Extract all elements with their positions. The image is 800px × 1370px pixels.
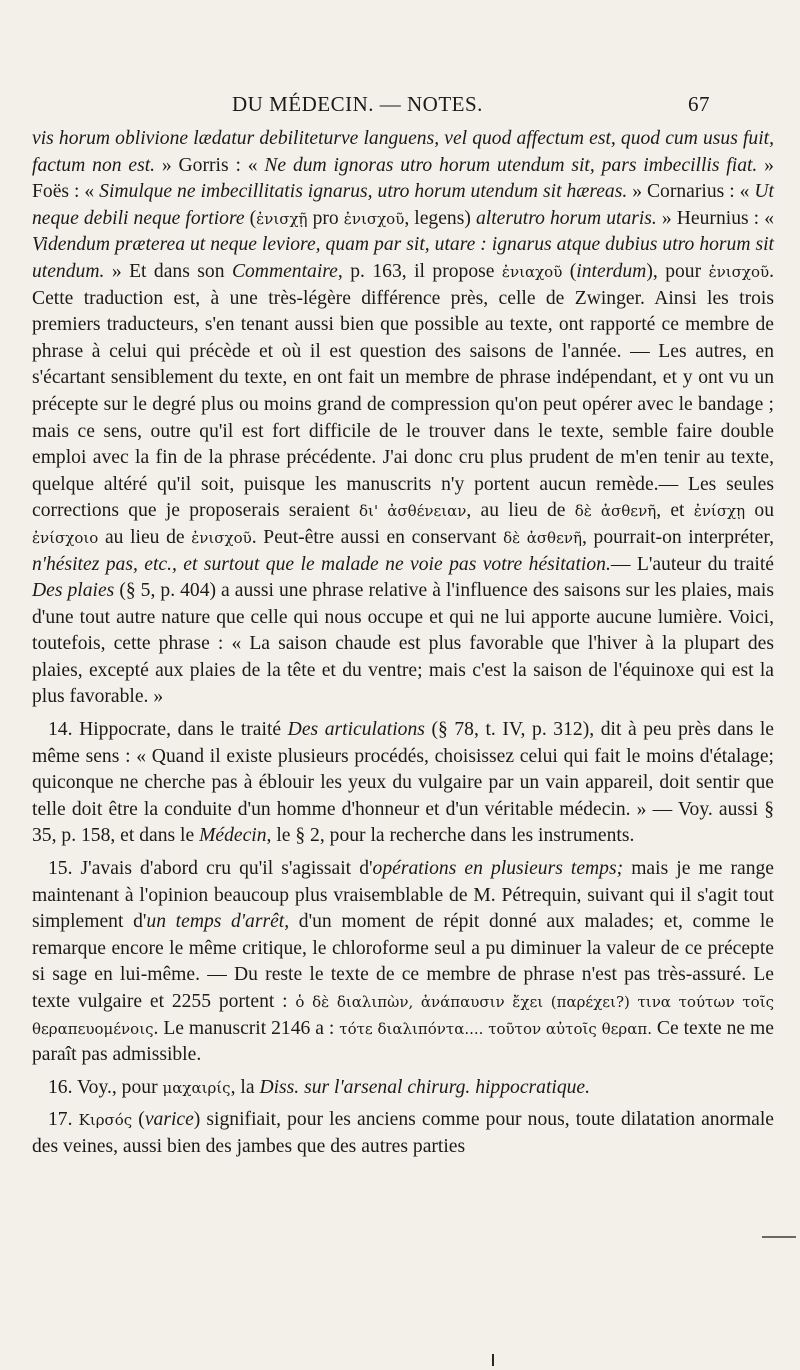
paragraph-continuation [32,126,774,711]
italic-run: alterutro horum utaris. [475,207,657,229]
text-run: , le § 2, pour la recherche dans les instruments. [266,825,635,847]
italic-run: Médecin [199,825,267,847]
text-run: » Cornarius : « [627,181,755,203]
page-header [0,86,800,120]
greek-run: Κιρσός [78,1111,133,1130]
greek-run: δὲ ἀσθενῆ [503,528,582,547]
text-run: , p. 163, il propose [337,260,502,282]
text-run: Ce texte ne me paraît pas admissible. [32,1017,774,1066]
text-run: , au lieu de [466,500,575,522]
text-run: ( [244,207,257,229]
italic-run: Des plaies [32,580,115,602]
text-run: au lieu de [98,526,192,548]
greek-run: ἐνισχοῦ [708,262,770,281]
italic-run: Commentaire [231,260,338,282]
text-run: ( [562,260,577,282]
foot-mark [492,1354,494,1366]
text-run: 17. [48,1109,79,1131]
page-body [32,126,774,1161]
text-run: ( [132,1109,145,1131]
text-run: . Cette traduction est, à une très-légère différence près, celle de Zwinger. Ainsi les trois premiers traducteurs, s'en tenant aussi bien que possible au texte, ont rapporté ce membre de phrase à celui qui précède et où il est question des saisons de l'année. — Les autres, en s'écartant sensiblement du texte, en ont fait un membre de phrase indépendant, et y ont vu un précepte sur le degré plus ou moins grand de compression qu'on peut opérer avec le bandage ; mais ce sens, outre qu'il est fort difficile de le trouver dans le texte, semble faire double emploi avec la fin de la phrase précédente. J'ai donc cru plus prudent de m'en tenir au texte, quelque altéré qu'il soit, puisque les manuscrits n'y portent aucun remède.— Les seules corrections que je proposerais seraient [32,260,774,522]
margin-mark [762,1236,796,1238]
text-run: » Foës : « [32,154,774,203]
italic-run: interdum [576,260,647,282]
greek-run: μαχαιρίς [162,1078,231,1097]
greek-run: ἐνισχοῦ [343,209,405,228]
text-run: ou [745,500,774,522]
text-run: » Heurnius : « [656,207,774,229]
text-run: pro [307,207,344,229]
italic-run: Diss. sur l'arsenal chirurg. hippocratique. [259,1076,591,1098]
text-run: ), pour [646,260,709,282]
greek-run: ὁ δὲ διαλιπὼν, ἀνάπαυσιν ἔχει (παρέχει?) τινα τούτων τοῖς θεραπευομένοις [32,993,774,1038]
text-run: 15. J'avais d'abord cru qu'il s'agissait d' [48,858,373,880]
note-16 [32,1075,774,1102]
text-run: » Gorris : « [155,154,265,176]
italic-run: Videndum præterea ut neque leviore, quam par sit, utare : ignarus atque dubius utro horum sit utendum. [32,234,774,282]
greek-run: ἐνίσχοιο [32,528,99,547]
italic-run: varice [144,1109,194,1131]
greek-run: τότε διαλιπόντα.... τοῦτον αὐτοῖς θεραπ. [339,1019,652,1038]
italic-run: opérations en plusieurs temps; [372,858,624,880]
text-run: (§ 5, p. 404) a aussi une phrase relative à l'influence des saisons sur les plaies, mais d'une tout autre nature que celle qui nous occupe et qui ne lui apporte aucune lumière. Voici, toutefois, cette phrase : « La saison chaude est plus favorable que l'hiver à la plupart des plaies, excepté aux plaies de la tête et du ventre; mais c'est la saison de l'équinoxe qui est la plus favorable. » [32,580,774,708]
note-15 [32,856,774,1069]
text-run: , d'un moment de répit donné aux malades; et, comme le remarque encore le même critique, le chloroforme seul a pu diminuer la valeur de ce précepte si sage en lui-même. — Du reste le texte de ce membre de phrase n'est pas très-assuré. Le texte vulgaire et 2255 portent : [32,911,774,1012]
text-run: 14. Hippocrate, dans le traité [48,719,288,741]
running-title: DU MÉDECIN. — NOTES. [232,92,483,116]
text-run: , legens) [404,207,476,229]
greek-run: ἐνίσχῃ [693,502,746,521]
greek-run: δι' ἀσθένειαν [359,502,467,521]
italic-run: Ne dum ignoras utro horum utendum sit, pars imbecillis fiat. [264,154,758,176]
text-run: . Peut-être aussi en conservant [251,526,504,548]
text-run: , et [656,500,694,522]
italic-run: Simulque ne imbecillitatis ignarus, utro horum utendum sit hæreas. [99,181,628,203]
page-number: 67 [688,92,710,116]
italic-run: Des articulations [287,719,425,741]
italic-run: un temps d'arrêt [146,911,285,933]
text-run: — L'auteur du traité [610,553,774,575]
text-run: . Le manuscrit 2146 a : [153,1017,340,1039]
italic-run: n'hésitez pas, etc., et surtout que le malade ne voie pas votre hésitation. [32,553,611,575]
note-14 [32,717,774,850]
text-run: mais je me range maintenant à l'opinion beaucoup plus vraisemblable de M. Pétrequin, suivant qui il s'agit tout simplement d' [32,858,774,933]
text-run: , la [230,1076,260,1098]
text-run: 16. Voy., pour [48,1076,163,1098]
note-17 [32,1107,774,1160]
text-run: (§ 78, t. IV, p. 312), dit à peu près dans le même sens : « Quand il existe plusieurs procédés, choisissez celui qui fait le moins d'étalage; quiconque ne cherche pas à éblouir les yeux du vulgaire par un vain appareil, doit sentir que telle doit être la conduite d'un homme d'honneur et d'un véritable médecin. » — Voy. aussi § 35, p. 158, et dans le [32,719,774,847]
text-run: ) signifiait, pour les anciens comme pour nous, toute dilatation anormale des veines, aussi bien des jambes que des autres parties [32,1109,774,1157]
greek-run: ἐνισχοῦ [191,528,252,547]
greek-run: ἐνιαχοῦ [501,262,563,281]
italic-run: Ut neque debili neque fortiore [32,181,774,229]
text-run: » Et dans son [104,260,232,282]
greek-run: δὲ ἀσθενῆ [574,502,657,521]
italic-run: vis horum oblivione lædatur debiliteturve languens, vel quod affectum est, quod cum usus fuit, factum non est. [32,128,774,176]
greek-run: ἐνισχῇ [256,209,308,228]
text-run: , pourrait-on interpréter, [581,526,774,548]
